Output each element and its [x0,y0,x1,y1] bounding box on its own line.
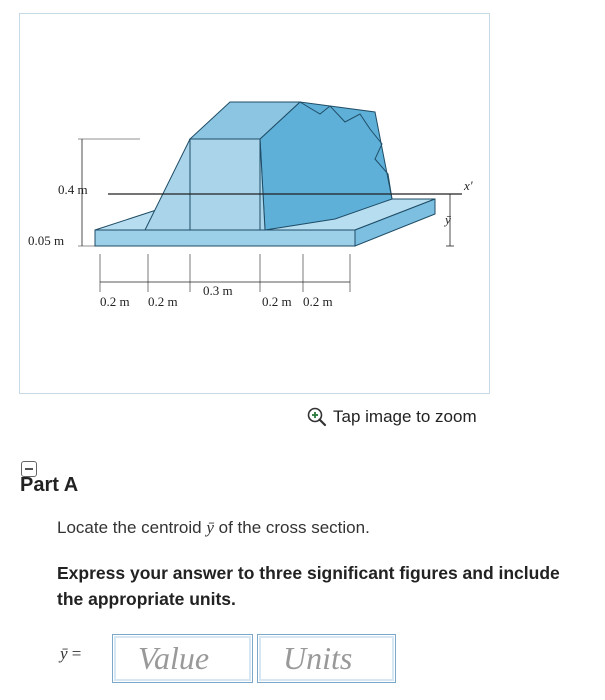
dim-height-base: 0.05 m [28,233,65,248]
answer-label-var: ȳ [60,644,68,663]
answer-label-eq: = [71,644,82,663]
tap-to-zoom-link[interactable] [307,405,477,429]
axis-label: x' [464,178,473,193]
question-var: ȳ [206,518,214,537]
figure-frame[interactable] [19,13,490,394]
part-title: Part A [20,474,79,496]
dim-width-3: 0.2 m [262,294,292,309]
question-text [57,518,370,538]
base-front-face [95,230,355,246]
cross-section-figure [20,14,491,395]
trapezoid-front-face [145,139,265,230]
question-suffix: of the cross section. [218,518,370,537]
minus-icon [25,468,33,470]
dim-width-2: 0.2 m [148,294,178,309]
answer-label [60,644,81,664]
zoom-plus-icon [307,407,327,427]
value-input[interactable] [112,634,253,683]
dim-centroid: ȳ [445,212,451,227]
dim-width-middle: 0.3 m [203,283,233,298]
dim-height-top: 0.4 m [58,182,88,197]
dim-width-4: 0.2 m [303,294,333,309]
instruction-text: Express your answer to three significant figures and include the appropriate units. [57,563,560,609]
question-prefix: Locate the centroid [57,518,202,537]
zoom-label: Tap image to zoom [333,407,477,426]
dim-width-1: 0.2 m [100,294,130,309]
units-input[interactable] [257,634,396,683]
